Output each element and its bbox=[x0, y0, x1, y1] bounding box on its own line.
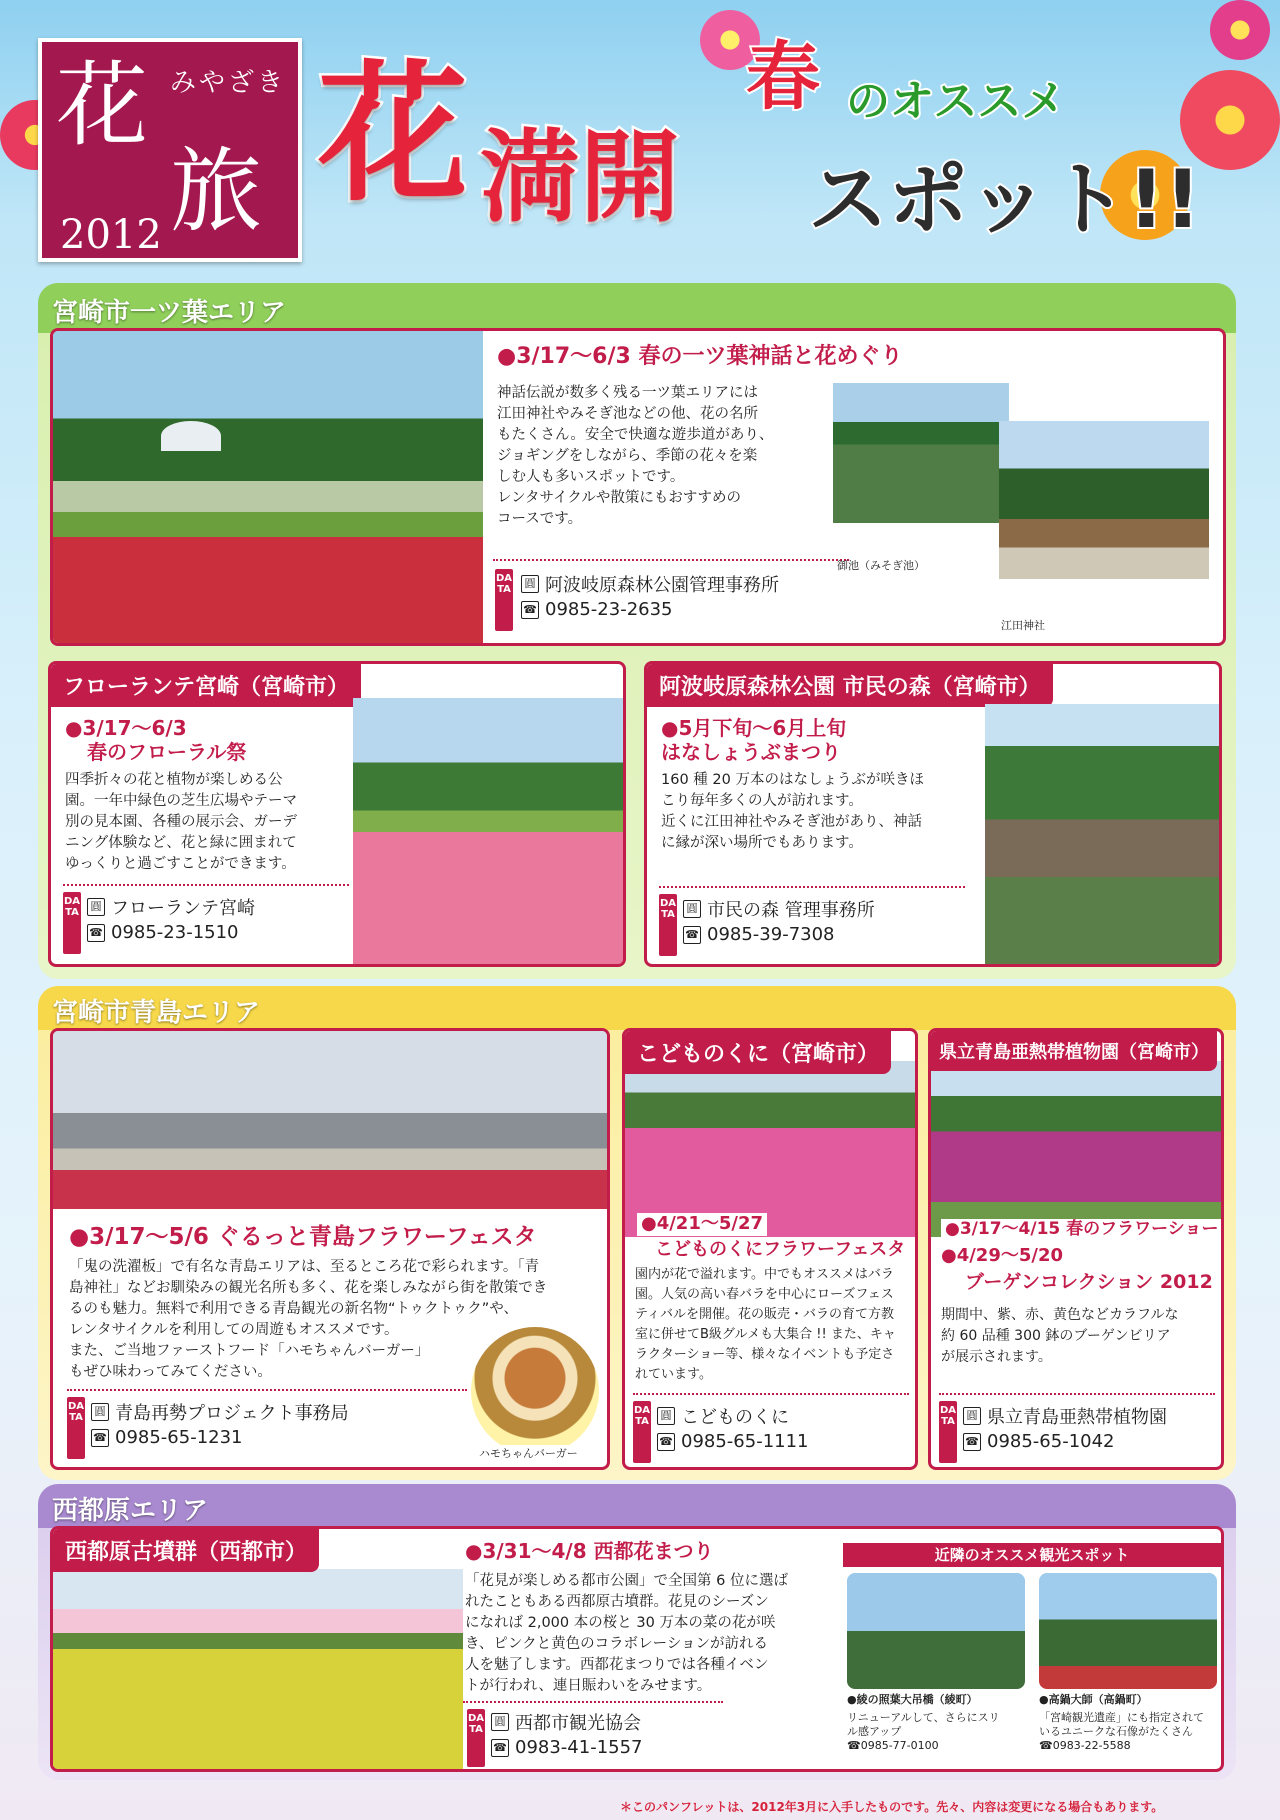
card-aoshima-botanical bbox=[928, 1028, 1224, 1470]
data-badge: DATA bbox=[67, 1397, 85, 1459]
office-icon: 圓 bbox=[521, 575, 539, 593]
takanabe-daishi-photo bbox=[1039, 1573, 1217, 1689]
dotted-divider bbox=[493, 559, 849, 561]
spot2-desc: 「宮崎観光遺産」にも指定されて bbox=[1039, 1711, 1204, 1724]
data-badge: DATA bbox=[495, 569, 513, 631]
dotted-divider bbox=[633, 1393, 909, 1395]
fountain-shape bbox=[161, 421, 221, 451]
data-badge: DATA bbox=[633, 1401, 651, 1463]
phone-row: ☎ 0985-65-1231 bbox=[91, 1427, 243, 1448]
contact-row: 圓 市民の森 管理事務所 bbox=[683, 896, 875, 922]
aoshima-street-photo bbox=[53, 1031, 607, 1209]
office-icon: 圓 bbox=[491, 1713, 509, 1731]
phone-icon: ☎ bbox=[683, 926, 701, 944]
phone-row: ☎ 0985-65-1042 bbox=[963, 1431, 1115, 1452]
nearby-spots-box bbox=[843, 1543, 1221, 1769]
phone-row: ☎ 0985-39-7308 bbox=[683, 924, 835, 945]
phone-row: ☎ 0985-23-1510 bbox=[87, 922, 239, 943]
data-badge: DATA bbox=[467, 1709, 485, 1767]
office-icon: 圓 bbox=[91, 1403, 109, 1421]
description: 園内が花で溢れます。中でもオススメはバラ 園。人気の高い春バラを中心にローズフェス ティバルを開催。花の販売・バラの育て方教 室に併せてB級グルメも大集合 !! また、キャ ラクターショー等、様々なイベントも予定さ れています。 bbox=[635, 1267, 896, 1382]
area-label-aoshima: 宮崎市青島エリア bbox=[52, 998, 261, 1028]
card-saitobaru bbox=[50, 1526, 1224, 1772]
dotted-divider bbox=[63, 884, 349, 886]
footer-note: ＊このパンフレットは、2012年3月に入手したものです。先々、内容は変更になる場合もあります。 bbox=[620, 1800, 1164, 1814]
office-icon: 圓 bbox=[683, 900, 701, 918]
event-1: ●3/17～4/15 春のフラワーショー bbox=[941, 1219, 1222, 1240]
phone-icon: ☎ bbox=[87, 924, 105, 942]
description: 神話伝説が数多く残る一ツ葉エリアには 江田神社やみそぎ池などの他、花の名所 もたくさん。安全で快適な遊歩道があり、 ジョギングをしながら、季節の花々を楽 しむ人も多いスポットです。 レンタサイクルや散策にもおすすめの コースです。 bbox=[497, 385, 774, 527]
event-name: こどものくにフラワーフェスタ bbox=[655, 1239, 906, 1260]
spot1-tel: ☎0985-77-0100 bbox=[847, 1739, 939, 1752]
flower-decoration bbox=[1210, 0, 1270, 60]
card-title: こどものくに（宮崎市） bbox=[625, 1031, 891, 1074]
caption-eda: 江田神社 bbox=[1001, 619, 1045, 632]
event-date: ●3/17～6/3 bbox=[65, 716, 187, 740]
spot1-name: ●綾の照葉大吊橋（綾町） bbox=[847, 1693, 978, 1706]
phone-row: ☎ 0983-41-1557 bbox=[491, 1737, 643, 1758]
phone-icon: ☎ bbox=[657, 1433, 675, 1451]
spot2-desc: いるユニークな石像がたくさん bbox=[1039, 1725, 1193, 1738]
event-date: ●4/21～5/27 bbox=[637, 1213, 767, 1236]
office-icon: 圓 bbox=[87, 898, 105, 916]
office-icon: 圓 bbox=[963, 1407, 981, 1425]
description: 「鬼の洗濯板」で有名な青島エリアは、至るところ花で彩られます。「青 島神社」などお馴染みの観光名所も多く、花を楽しみながら街を散策でき るのも魅力。無料で利用できる青島観光の新名物“トゥクトゥク”や、 レンタサイクルを利用しての周遊もオススメです。 また、ご当地ファーストフード「ハモちゃんバーガー」 もぜひ味わってみてください。 bbox=[69, 1259, 548, 1380]
contact-row: 圓 阿波岐原森林公園管理事務所 bbox=[521, 571, 779, 597]
headline-osusume: のオススメ bbox=[846, 76, 1066, 127]
dotted-divider bbox=[659, 886, 965, 888]
hanatabi-logo: みやざき 花 旅 2012 bbox=[38, 38, 302, 262]
spot2-tel: ☎0983-22-5588 bbox=[1039, 1739, 1131, 1752]
caption-burger: ハモちゃんバーガー bbox=[479, 1447, 578, 1460]
burger-photo bbox=[471, 1327, 599, 1455]
description: 四季折々の花と植物が楽しめる公 園。一年中緑色の芝生広場やテーマ 別の見本園、各種の展示会、ガーデ ニング体験など、花と緑に囲まれて ゆっくりと過ごすことができます。 bbox=[65, 772, 297, 872]
area-label-hitotsuba: 宮崎市一ツ葉エリア bbox=[52, 298, 287, 328]
misogi-pond-photo bbox=[833, 383, 1009, 523]
caption-misogi: 御池（みそぎ池） bbox=[837, 559, 925, 572]
headline-mankai: 満開 bbox=[480, 119, 680, 236]
phone-row: ☎ 0985-23-2635 bbox=[521, 599, 673, 620]
data-badge: DATA bbox=[659, 894, 677, 956]
card-kodomo-no-kuni bbox=[622, 1028, 918, 1470]
event-2-name: ブーゲンコレクション 2012 bbox=[965, 1271, 1213, 1293]
card-shimin-no-mori bbox=[644, 661, 1222, 967]
event-date: ●5月下旬～6月上旬 bbox=[661, 716, 847, 740]
card-title: 西都原古墳群（西都市） bbox=[53, 1529, 319, 1572]
card-florante bbox=[48, 661, 626, 967]
contact-row: 圓 県立青島亜熱帯植物園 bbox=[963, 1403, 1167, 1429]
event-2-date: ●4/29～5/20 bbox=[941, 1245, 1064, 1266]
description: 160 種 20 万本のはなしょうぶが咲きほ こり毎年多くの人が訪れます。 近くに江田神社やみそぎ池があり、神話 に縁が深い場所でもあります。 bbox=[661, 772, 924, 851]
event-title: ●3/17～5/6 ぐるっと青島フラワーフェスタ bbox=[69, 1224, 537, 1250]
office-icon: 圓 bbox=[657, 1407, 675, 1425]
area-label-saitobaru: 西都原エリア bbox=[52, 1496, 209, 1526]
phone-row: ☎ 0985-65-1111 bbox=[657, 1431, 809, 1452]
description: 「花見が楽しめる都市公園」で全国第 6 位に選ば れたこともある西都原古墳群。花見のシーズン になれば 2,000 本の桜と 30 万本の菜の花が咲 き、ピンクと黄色のコラボレーションが訪れる 人を魅了します。西都花まつりでは各種イベン トが行われ、連日賑わいをみせます。 bbox=[465, 1573, 788, 1694]
card-title: 県立青島亜熱帯植物園（宮崎市） bbox=[931, 1031, 1217, 1071]
azalea-garden-photo bbox=[625, 1061, 915, 1237]
suspension-bridge-photo bbox=[847, 1573, 1025, 1689]
spot2-name: ●高鍋大師（高鍋町） bbox=[1039, 1693, 1148, 1706]
headline-spot: スポット!! bbox=[808, 153, 1201, 246]
phone-icon: ☎ bbox=[521, 601, 539, 619]
contact-row: 圓 こどものくに bbox=[657, 1403, 789, 1429]
description: 期間中、紫、赤、黄色などカラフルな 約 60 品種 300 鉢のブーゲンビリア が展示されます。 bbox=[941, 1307, 1179, 1365]
event-name: 春のフローラル祭 bbox=[87, 740, 247, 764]
phone-icon: ☎ bbox=[963, 1433, 981, 1451]
park-fountain-photo bbox=[53, 331, 483, 643]
rapeseed-field-photo bbox=[53, 1569, 463, 1769]
contact-row: 圓 青島再勢プロジェクト事務局 bbox=[91, 1399, 349, 1425]
event-title: ●3/31～4/8 西都花まつり bbox=[465, 1539, 714, 1563]
contact-row: 圓 西都市観光協会 bbox=[491, 1709, 641, 1735]
dotted-divider bbox=[939, 1393, 1215, 1395]
dotted-divider bbox=[67, 1389, 467, 1391]
event-name: はなしょうぶまつり bbox=[661, 740, 841, 764]
spot1-desc: ル感アップ bbox=[847, 1725, 902, 1738]
iris-garden-photo bbox=[985, 704, 1219, 966]
eda-shrine-photo bbox=[999, 421, 1209, 579]
phone-icon: ☎ bbox=[91, 1429, 109, 1447]
headline-haru: 春 bbox=[746, 34, 820, 120]
nearby-title: 近隣のオススメ観光スポット bbox=[843, 1543, 1221, 1567]
card-aoshima bbox=[50, 1028, 610, 1470]
spot1-desc: リニューアルして、さらにスリ bbox=[847, 1711, 1000, 1724]
card-hitotsuba bbox=[50, 328, 1226, 646]
headline-hana: 花 bbox=[318, 48, 469, 222]
card-title: フローランテ宮崎（宮崎市） bbox=[51, 664, 361, 707]
card-title: 阿波岐原森林公園 市民の森（宮崎市） bbox=[647, 664, 1053, 707]
bougainvillea-photo bbox=[931, 1061, 1221, 1237]
phone-icon: ☎ bbox=[491, 1739, 509, 1757]
contact-row: 圓 フローランテ宮崎 bbox=[87, 894, 255, 920]
tulip-garden-photo bbox=[353, 698, 623, 966]
data-badge: DATA bbox=[939, 1401, 957, 1463]
data-badge: DATA bbox=[63, 892, 81, 954]
dotted-divider bbox=[463, 1701, 723, 1703]
event-title: ●3/17～6/3 春の一ツ葉神話と花めぐり bbox=[497, 344, 903, 369]
